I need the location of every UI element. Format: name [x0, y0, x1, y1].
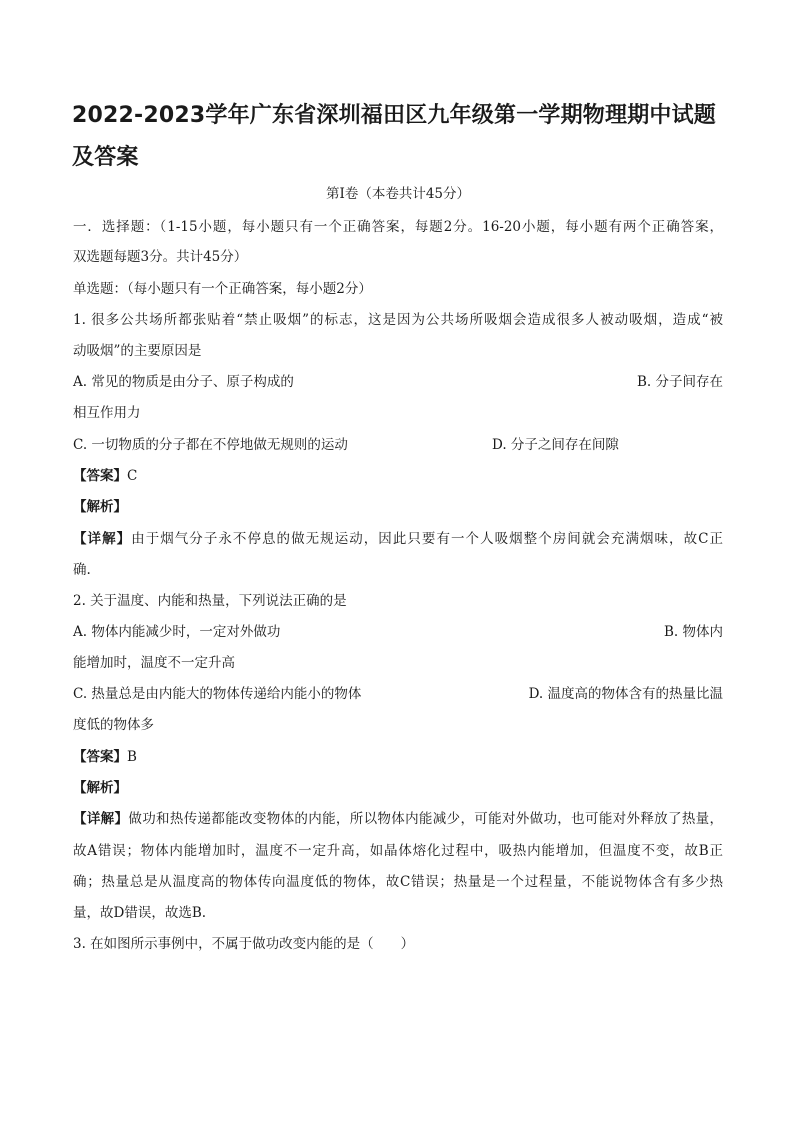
q1-detail-tag: 【详解】 [73, 531, 132, 547]
q1-option-c: C. 一切物质的分子都在不停地做无规则的运动 [73, 437, 348, 453]
q1-stem-line2: 动吸烟”的主要原因是 [73, 343, 202, 359]
q1-analysis-tag: 【解析】 [73, 499, 127, 515]
q2-detail-line3: 确；热量总是从温度高的物体传向温度低的物体，故C错误；热量是一个过程量，不能说物体含有多少热 [73, 874, 723, 890]
q1-detail-line1: 【详解】由于烟气分子永不停息的做无规运动，因此只要有一个人吸烟整个房间就会充满烟味，故C正 [73, 531, 724, 547]
q1-stem-line1: 1. 很多公共场所都张贴着“禁止吸烟”的标志，这是因为公共场所吸烟会造成很多人被动吸烟，造成“被 [73, 312, 723, 328]
q2-detail-line1: 【详解】做功和热传递都能改变物体的内能，所以物体内能减少，可能对外做功，也可能对外释放了热量， [73, 811, 724, 827]
q2-option-c: C. 热量总是由内能大的物体传递给内能小的物体 [73, 686, 362, 702]
q2-detail-line4: 量，故D错误，故选B. [73, 905, 207, 921]
q1-answer-tag: 【答案】 [73, 468, 127, 484]
q2-detail-line2: 故A错误；物体内能增加时，温度不一定升高，如晶体熔化过程中，吸热内能增加，但温度不变，故B正 [73, 843, 723, 859]
q2-options-row2 [73, 684, 723, 704]
q1-option-a: A. 常见的物质是由分子、原子构成的 [73, 374, 294, 390]
q2-option-d-continued: 度低的物体多 [73, 717, 154, 733]
q1-option-b-continued: 相互作用力 [73, 405, 141, 421]
q3-stem: 3. 在如图所示事例中，不属于做功改变内能的是（ ） [73, 936, 415, 952]
q2-detail-tag: 【详解】 [73, 811, 129, 827]
section-header: 第Ⅰ卷（本卷共计45分） [325, 186, 470, 202]
q2-options-row1 [73, 622, 723, 642]
q1-option-d: D. 分子之间存在间隙 [492, 437, 619, 453]
q2-stem: 2. 关于温度、内能和热量，下列说法正确的是 [73, 593, 347, 609]
q2-option-d: D. 温度高的物体含有的热量比温 [528, 686, 723, 702]
q1-options-row2 [73, 435, 723, 455]
part1-instructions-line1: 一．选择题：（1-15小题，每小题只有一个正确答案，每题2分。16-20小题，每小题有两个正确答案， [73, 219, 723, 235]
q1-option-b: B. 分子间存在 [636, 374, 723, 390]
q2-option-b: B. 物体内 [663, 624, 723, 640]
q1-answer-value: C [127, 468, 138, 484]
q2-option-b-continued: 能增加时，温度不一定升高 [73, 655, 235, 671]
q2-answer-tag: 【答案】 [73, 749, 127, 765]
q2-answer-value: B [127, 749, 137, 765]
single-choice-header: 单选题：（每小题只有一个正确答案，每小题2分） [73, 281, 372, 297]
q1-options-row1 [73, 372, 723, 392]
part1-instructions-line2: 双选题每题3分。共计45分） [73, 249, 248, 265]
q2-analysis-tag: 【解析】 [73, 780, 127, 796]
q1-answer [73, 466, 723, 486]
q1-detail-line2: 确. [73, 562, 91, 578]
q2-answer [73, 747, 723, 767]
document-title: 2022-2023学年广东省深圳福田区九年级第一学期物理期中试题及答案 [72, 103, 716, 170]
q2-option-a: A. 物体内能减少时，一定对外做功 [73, 624, 281, 640]
